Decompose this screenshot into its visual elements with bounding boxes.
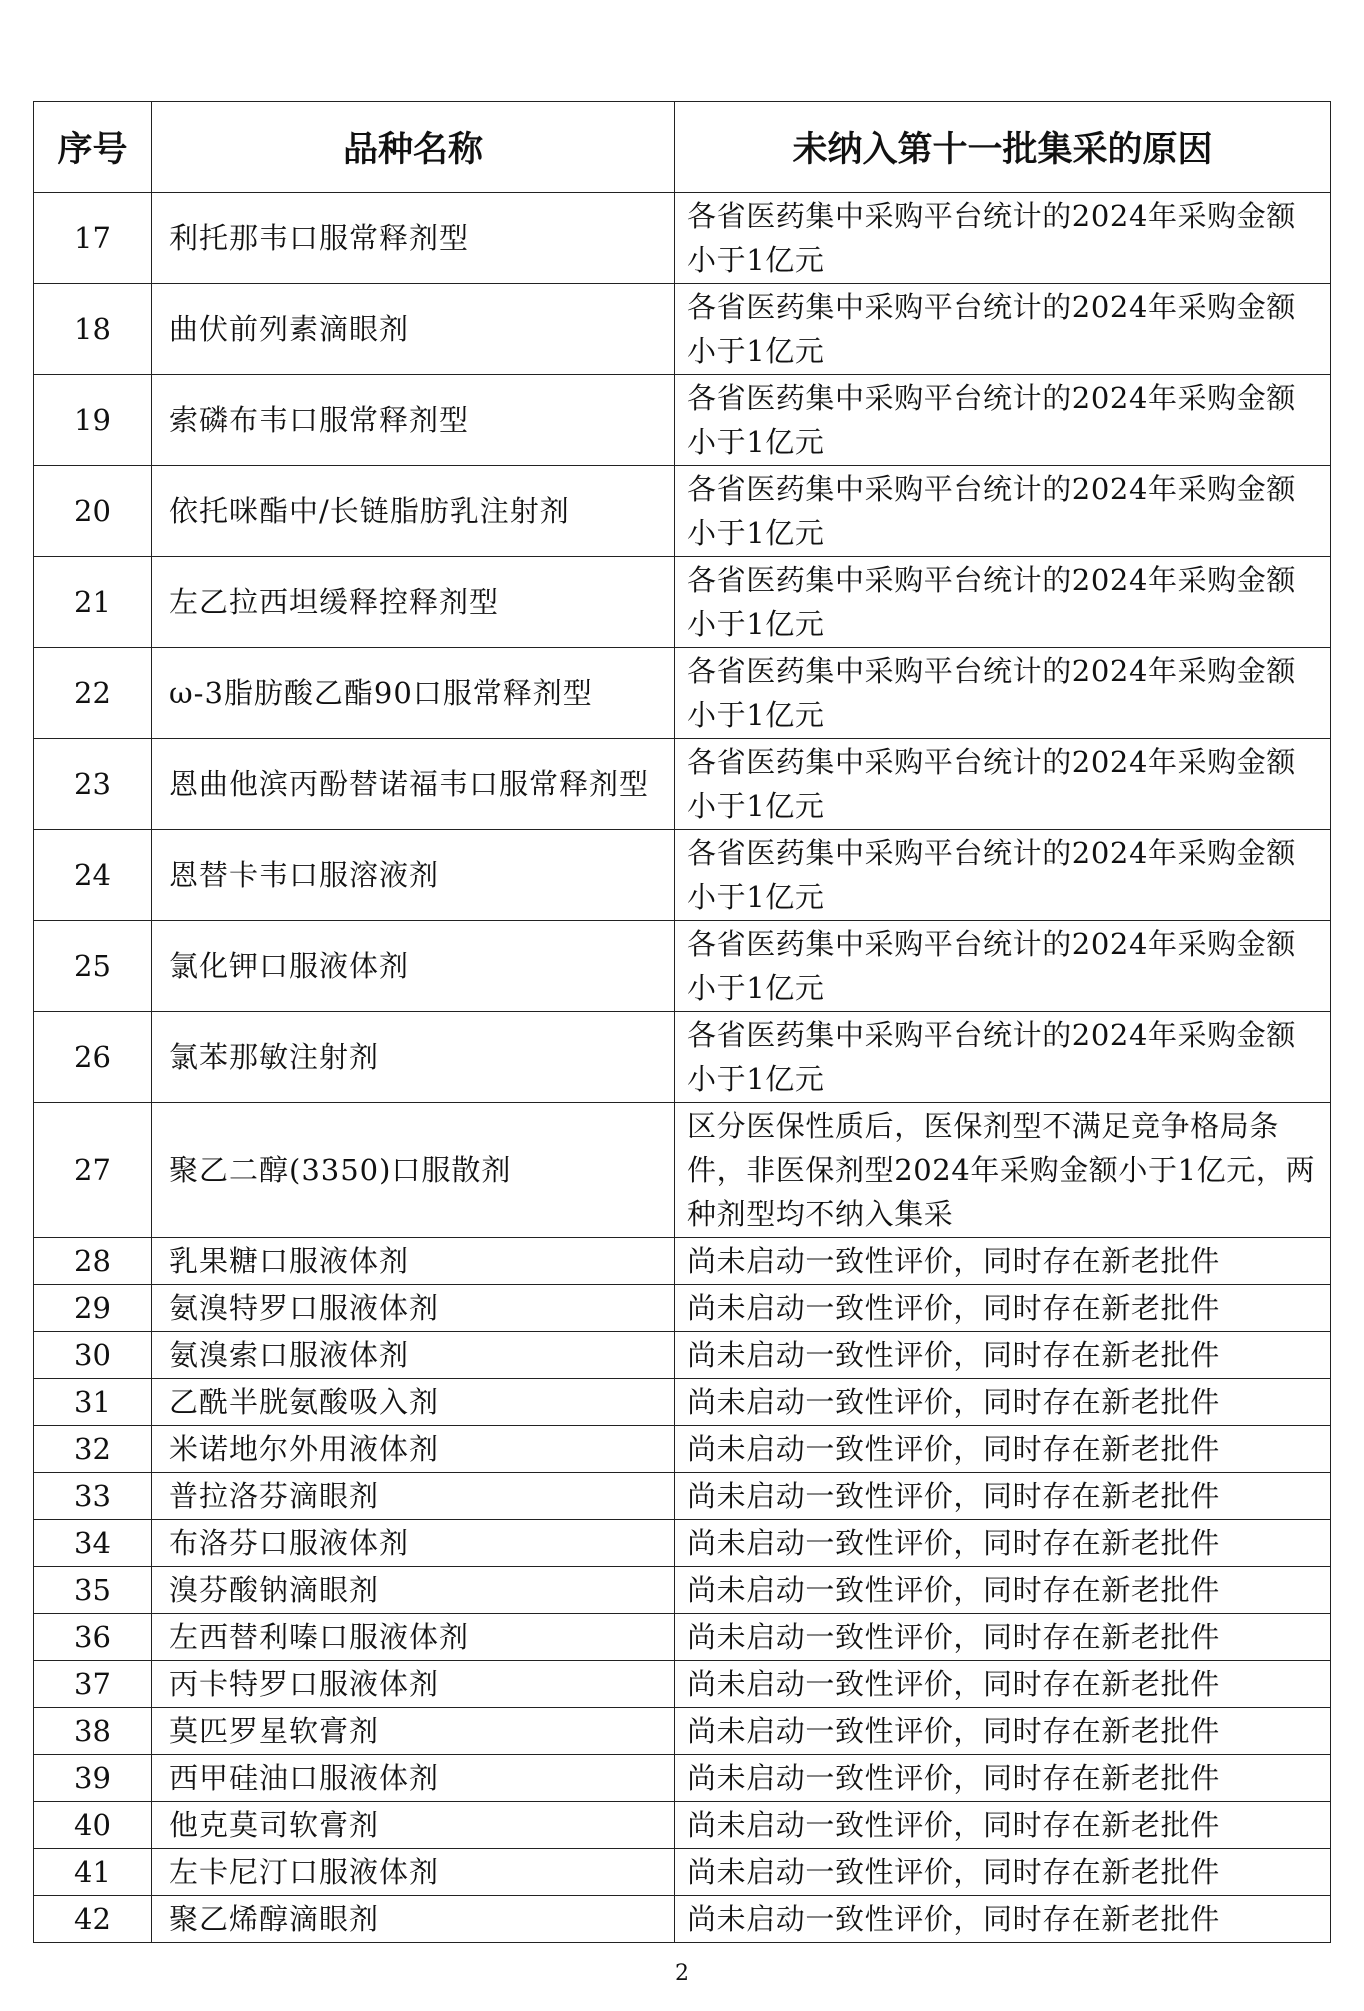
drug-name-cell: 氨溴索口服液体剂 <box>152 1332 675 1379</box>
drug-name-cell: 氯苯那敏注射剂 <box>152 1012 675 1103</box>
page-number: 2 <box>675 1961 689 1986</box>
drug-table <box>33 101 1331 1943</box>
drug-name-cell: ω-3脂肪酸乙酯90口服常释剂型 <box>152 648 675 739</box>
drug-name-cell: 布洛芬口服液体剂 <box>152 1520 675 1567</box>
drug-name-cell: 溴芬酸钠滴眼剂 <box>152 1567 675 1614</box>
reason-cell: 各省医药集中采购平台统计的2024年采购金额小于1亿元 <box>675 375 1331 466</box>
table-row <box>34 1238 1331 1285</box>
drug-name-cell: 氯化钾口服液体剂 <box>152 921 675 1012</box>
reason-cell: 尚未启动一致性评价，同时存在新老批件 <box>675 1426 1331 1473</box>
table-body <box>34 193 1331 1943</box>
table-row <box>34 1849 1331 1896</box>
drug-name-cell: 普拉洛芬滴眼剂 <box>152 1473 675 1520</box>
drug-name-cell: 聚乙二醇(3350)口服散剂 <box>152 1103 675 1238</box>
serial-number-cell: 38 <box>34 1708 152 1755</box>
drug-name-cell: 左卡尼汀口服液体剂 <box>152 1849 675 1896</box>
serial-number-cell: 40 <box>34 1802 152 1849</box>
serial-number-cell: 19 <box>34 375 152 466</box>
table-row <box>34 1473 1331 1520</box>
drug-name-cell: 恩替卡韦口服溶液剂 <box>152 830 675 921</box>
serial-number-cell: 42 <box>34 1896 152 1943</box>
header-drug-name: 品种名称 <box>152 102 675 193</box>
reason-cell: 各省医药集中采购平台统计的2024年采购金额小于1亿元 <box>675 830 1331 921</box>
reason-cell: 各省医药集中采购平台统计的2024年采购金额小于1亿元 <box>675 648 1331 739</box>
serial-number-cell: 20 <box>34 466 152 557</box>
reason-cell: 各省医药集中采购平台统计的2024年采购金额小于1亿元 <box>675 193 1331 284</box>
table-row <box>34 1896 1331 1943</box>
table-row <box>34 193 1331 284</box>
table-row <box>34 1802 1331 1849</box>
serial-number-cell: 36 <box>34 1614 152 1661</box>
drug-name-cell: 恩曲他滨丙酚替诺福韦口服常释剂型 <box>152 739 675 830</box>
serial-number-cell: 24 <box>34 830 152 921</box>
drug-name-cell: 利托那韦口服常释剂型 <box>152 193 675 284</box>
table-row <box>34 1567 1331 1614</box>
reason-cell: 尚未启动一致性评价，同时存在新老批件 <box>675 1661 1331 1708</box>
table-row <box>34 1012 1331 1103</box>
drug-name-cell: 西甲硅油口服液体剂 <box>152 1755 675 1802</box>
serial-number-cell: 35 <box>34 1567 152 1614</box>
drug-name-cell: 曲伏前列素滴眼剂 <box>152 284 675 375</box>
serial-number-cell: 39 <box>34 1755 152 1802</box>
table-row <box>34 648 1331 739</box>
reason-cell: 各省医药集中采购平台统计的2024年采购金额小于1亿元 <box>675 284 1331 375</box>
serial-number-cell: 22 <box>34 648 152 739</box>
drug-name-cell: 乙酰半胱氨酸吸入剂 <box>152 1379 675 1426</box>
table-row <box>34 1614 1331 1661</box>
reason-cell: 尚未启动一致性评价，同时存在新老批件 <box>675 1708 1331 1755</box>
table-row <box>34 1332 1331 1379</box>
reason-cell: 尚未启动一致性评价，同时存在新老批件 <box>675 1285 1331 1332</box>
drug-name-cell: 左乙拉西坦缓释控释剂型 <box>152 557 675 648</box>
reason-cell: 尚未启动一致性评价，同时存在新老批件 <box>675 1332 1331 1379</box>
header-serial-number: 序号 <box>34 102 152 193</box>
reason-cell: 尚未启动一致性评价，同时存在新老批件 <box>675 1755 1331 1802</box>
reason-cell: 区分医保性质后，医保剂型不满足竞争格局条件，非医保剂型2024年采购金额小于1亿元，两种剂型均不纳入集采 <box>675 1103 1331 1238</box>
reason-cell: 尚未启动一致性评价，同时存在新老批件 <box>675 1567 1331 1614</box>
table-row <box>34 921 1331 1012</box>
drug-name-cell: 左西替利嗪口服液体剂 <box>152 1614 675 1661</box>
table-row <box>34 375 1331 466</box>
reason-cell: 尚未启动一致性评价，同时存在新老批件 <box>675 1520 1331 1567</box>
reason-cell: 尚未启动一致性评价，同时存在新老批件 <box>675 1379 1331 1426</box>
serial-number-cell: 34 <box>34 1520 152 1567</box>
table-row <box>34 739 1331 830</box>
drug-name-cell: 他克莫司软膏剂 <box>152 1802 675 1849</box>
table-row <box>34 1755 1331 1802</box>
table-row <box>34 1661 1331 1708</box>
header-reason: 未纳入第十一批集采的原因 <box>675 102 1331 193</box>
reason-cell: 尚未启动一致性评价，同时存在新老批件 <box>675 1802 1331 1849</box>
serial-number-cell: 28 <box>34 1238 152 1285</box>
table-row <box>34 1285 1331 1332</box>
reason-cell: 尚未启动一致性评价，同时存在新老批件 <box>675 1849 1331 1896</box>
drug-name-cell: 米诺地尔外用液体剂 <box>152 1426 675 1473</box>
table-row <box>34 1520 1331 1567</box>
table-row <box>34 830 1331 921</box>
reason-cell: 各省医药集中采购平台统计的2024年采购金额小于1亿元 <box>675 466 1331 557</box>
serial-number-cell: 21 <box>34 557 152 648</box>
table-row <box>34 466 1331 557</box>
drug-name-cell: 乳果糖口服液体剂 <box>152 1238 675 1285</box>
table-row <box>34 1379 1331 1426</box>
drug-name-cell: 索磷布韦口服常释剂型 <box>152 375 675 466</box>
serial-number-cell: 32 <box>34 1426 152 1473</box>
drug-name-cell: 依托咪酯中/长链脂肪乳注射剂 <box>152 466 675 557</box>
reason-cell: 尚未启动一致性评价，同时存在新老批件 <box>675 1614 1331 1661</box>
serial-number-cell: 25 <box>34 921 152 1012</box>
drug-name-cell: 氨溴特罗口服液体剂 <box>152 1285 675 1332</box>
drug-name-cell: 丙卡特罗口服液体剂 <box>152 1661 675 1708</box>
table-row <box>34 284 1331 375</box>
serial-number-cell: 27 <box>34 1103 152 1238</box>
serial-number-cell: 17 <box>34 193 152 284</box>
reason-cell: 各省医药集中采购平台统计的2024年采购金额小于1亿元 <box>675 557 1331 648</box>
serial-number-cell: 23 <box>34 739 152 830</box>
reason-cell: 尚未启动一致性评价，同时存在新老批件 <box>675 1473 1331 1520</box>
reason-cell: 尚未启动一致性评价，同时存在新老批件 <box>675 1238 1331 1285</box>
reason-cell: 各省医药集中采购平台统计的2024年采购金额小于1亿元 <box>675 921 1331 1012</box>
drug-name-cell: 莫匹罗星软膏剂 <box>152 1708 675 1755</box>
serial-number-cell: 29 <box>34 1285 152 1332</box>
drug-name-cell: 聚乙烯醇滴眼剂 <box>152 1896 675 1943</box>
serial-number-cell: 37 <box>34 1661 152 1708</box>
reason-cell: 尚未启动一致性评价，同时存在新老批件 <box>675 1896 1331 1943</box>
table-header-row <box>34 102 1331 193</box>
serial-number-cell: 41 <box>34 1849 152 1896</box>
reason-cell: 各省医药集中采购平台统计的2024年采购金额小于1亿元 <box>675 1012 1331 1103</box>
serial-number-cell: 26 <box>34 1012 152 1103</box>
table-row <box>34 1426 1331 1473</box>
reason-cell: 各省医药集中采购平台统计的2024年采购金额小于1亿元 <box>675 739 1331 830</box>
serial-number-cell: 33 <box>34 1473 152 1520</box>
table-row <box>34 1103 1331 1238</box>
table-row <box>34 1708 1331 1755</box>
serial-number-cell: 30 <box>34 1332 152 1379</box>
serial-number-cell: 18 <box>34 284 152 375</box>
table-row <box>34 557 1331 648</box>
serial-number-cell: 31 <box>34 1379 152 1426</box>
